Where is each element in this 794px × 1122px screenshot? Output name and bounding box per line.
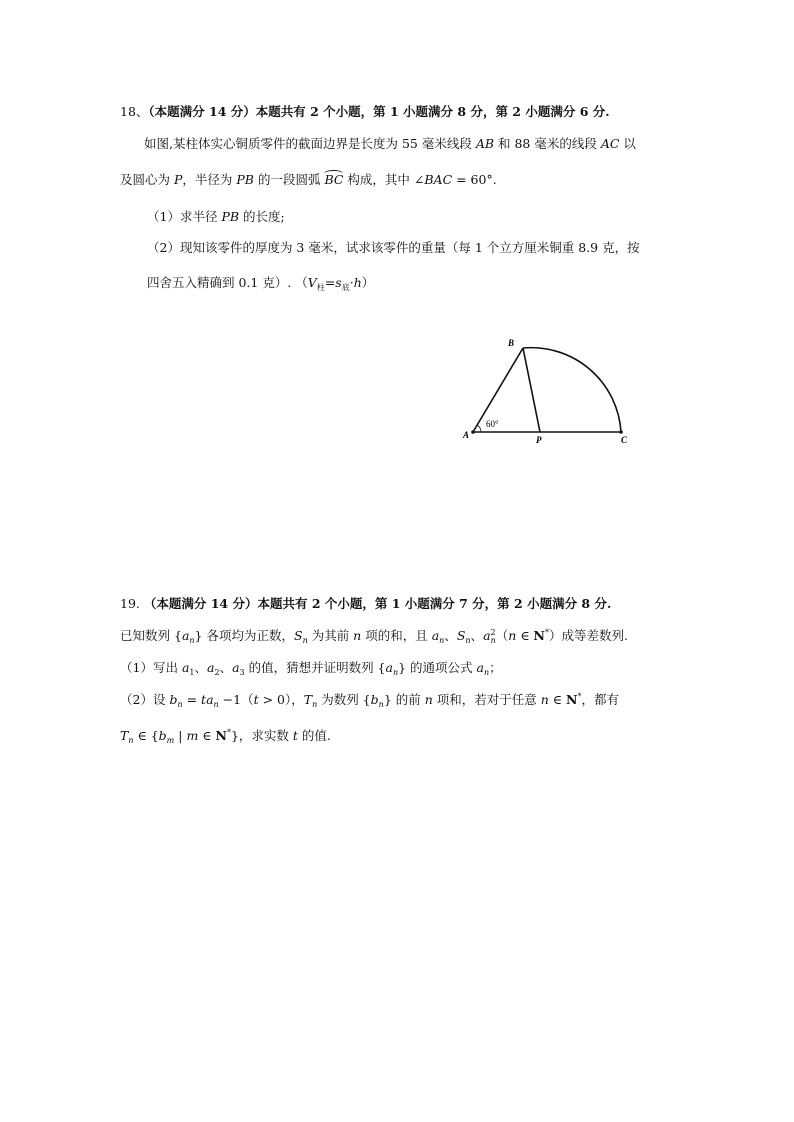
q19-part2-line1: （2）设 $b_n = ta_n -1(t > 0)$，$T_n$ 为数列 $\{b_n\}$ 的前 n 项和，若对于任意 n ∈ N*，都有 (120, 692, 619, 709)
angle-mark (477, 425, 481, 432)
q18-part2-line1: （2）现知该零件的厚度为 3 毫米，试求该零件的重量（每 1 个立方厘米铜重 8.9 克，按 (147, 240, 640, 255)
q19-line1: 已知数列 $\{a_n\}$ 各项均为正数，$S_n$ 为其前 n 项的和，且 $a_n$、$S_n$、$a^2_n(n$ ∈ N*）成等差数列. (120, 628, 628, 645)
label-a: A (463, 430, 470, 440)
label-angle: 60° (486, 419, 499, 429)
q19-part2-line2: $T_n$ ∈ {$b_m$ | m ∈ N*}，求实数 t 的值. (120, 728, 331, 745)
q18-header-bold: （本题满分 14 分）本题共有 2 个小题，第 1 小题满分 8 分，第 2 小题满分 6 分. (148, 104, 610, 119)
q18-paragraph-line2: 及圆心为 P，半径为 PB 的一段圆弧 BC 构成，其中 ∠BAC = 60°. (120, 172, 497, 187)
q18-header: 18、（本题满分 14 分）本题共有 2 个小题，第 1 小题满分 8 分，第 2 小题满分 6 分. (120, 104, 610, 119)
geometry-figure (455, 330, 645, 450)
segment-bp (523, 348, 540, 432)
q18-part2-line2: 四舍五入精确到 0.1 克）. $(V_柱=s_底\cdot h)$ (147, 275, 375, 292)
label-c: C (621, 435, 628, 445)
q18-part1: （1）求半径 PB 的长度; (147, 209, 285, 224)
label-p: P (536, 435, 542, 445)
point-c (619, 430, 623, 434)
q18-paragraph-line1: 如图,某柱体实心铜质零件的截面边界是长度为 55 毫米线段 AB 和 88 毫米的线段 AC 以 (144, 136, 636, 151)
label-b: B (508, 338, 515, 348)
q19-header-bold: （本题满分 14 分）本题共有 2 个小题，第 1 小题满分 7 分，第 2 小题满分 8 分. (143, 596, 612, 611)
q19-part1: （1）写出 $a_1$、$a_2$、$a_3$ 的值，猜想并证明数列 $\{a_n\}$ 的通项公式 $a_n$； (120, 660, 502, 677)
point-a (471, 430, 475, 434)
arc-bc: BC (324, 172, 344, 187)
q19-header: 19. （本题满分 14 分）本题共有 2 个小题，第 1 小题满分 7 分，第 2 小题满分 8 分. (120, 596, 612, 611)
